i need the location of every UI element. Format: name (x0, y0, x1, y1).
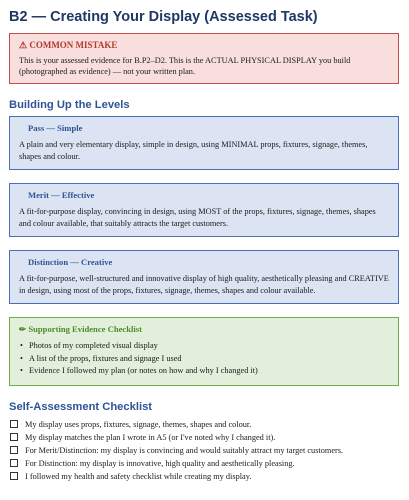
page-title: B2 — Creating Your Display (Assessed Task) (9, 9, 318, 25)
checklist-item-label: I followed my health and safety checklist while creating my display. (25, 471, 252, 481)
level-merit-box (9, 183, 399, 237)
self-assessment-heading: Self-Assessment Checklist (9, 400, 153, 413)
level-merit-title: Merit — Effective (28, 190, 95, 200)
level-distinction-title: Distinction — Creative (28, 257, 113, 267)
common-mistake-text: This is your assessed evidence for B.P2–D2. This is the ACTUAL PHYSICAL DISPLAY you build (photographed as evidence) — not your written plan. (19, 56, 351, 76)
level-pass-text: A plain and very elementary display, simple in design, using MINIMAL props, fixtures, signage, themes, shapes and colour. (19, 140, 368, 161)
self-assessment-list (9, 418, 400, 483)
levels-heading: Building Up the Levels (9, 99, 130, 111)
checklist-item (9, 431, 400, 444)
level-pass-title: Pass — Simple (28, 123, 83, 133)
level-distinction-text: A fit-for-purpose, well-structured and innovative display of high quality, aesthetically pleasing and CREATIVE in design, using most of the props, fixtures, signage, themes, shapes and colour available. (19, 274, 389, 295)
evidence-item: • Photos of my completed visual display (19, 340, 389, 353)
evidence-item: • Evidence I followed my plan (or notes on how and why I changed it) (19, 365, 389, 378)
checklist-item-label: My display matches the plan I wrote in A5 (or I've noted why I changed it). (25, 432, 276, 442)
checkbox[interactable] (10, 472, 18, 480)
level-distinction-box (9, 250, 399, 304)
checklist-item (9, 457, 400, 470)
checklist-item-label: For Merit/Distinction: my display is convincing and would suitably attract my target customers. (25, 445, 344, 455)
evidence-checklist-title: ✏ Supporting Evidence Checklist (19, 324, 142, 334)
level-merit-text: A fit-for-purpose display, convincing in design, using MOST of the props, fixtures, signage, themes, shapes and colour available, that suitably attracts the target customers. (19, 207, 376, 228)
evidence-list (19, 340, 389, 378)
checklist-item (9, 470, 400, 483)
level-pass-box (9, 116, 399, 170)
checkbox[interactable] (10, 433, 18, 441)
checklist-item (9, 418, 400, 431)
checklist-item (9, 444, 400, 457)
checkbox[interactable] (10, 420, 18, 428)
checklist-item-label: My display uses props, fixtures, signage, themes, shapes and colour. (25, 419, 252, 429)
common-mistake-box (9, 33, 399, 84)
common-mistake-title: ⚠ COMMON MISTAKE (19, 40, 118, 50)
evidence-checklist-box (9, 317, 399, 386)
checkbox[interactable] (10, 446, 18, 454)
checklist-item-label: For Distinction: my display is innovative, high quality and aesthetically pleasing. (25, 458, 295, 468)
evidence-item: • A list of the props, fixtures and signage I used (19, 353, 389, 366)
checkbox[interactable] (10, 459, 18, 467)
